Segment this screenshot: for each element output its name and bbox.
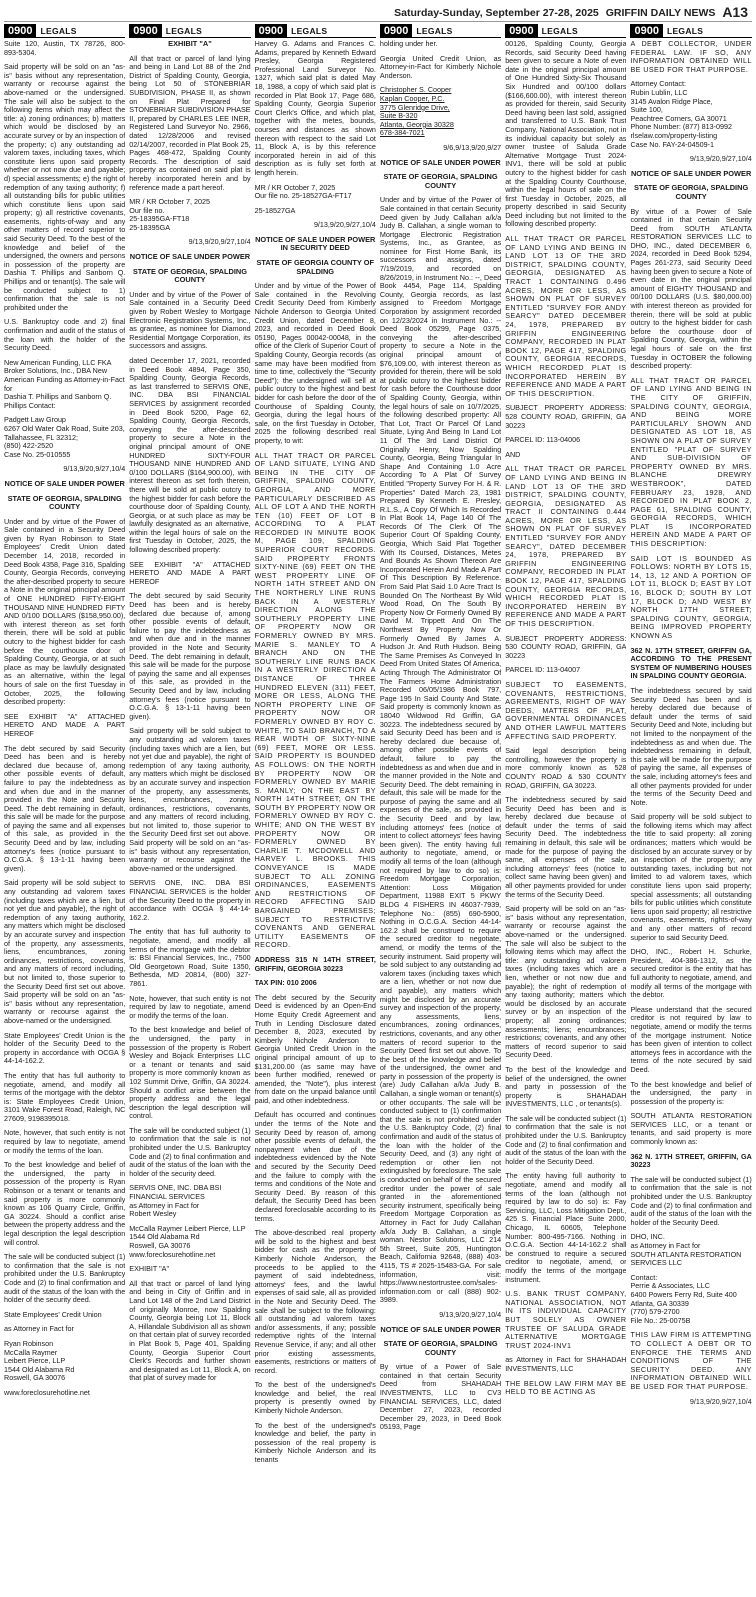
notice-paragraph: All that tract or parcel of land lying and being in Land Lot 88 of the 2nd District of Spalding County, Georgia, being Lot 50 of STONEBRIAR SUBDIVISION, PHASE II, as shown on Final Plat Prepared for STONEBRIAR SUBDIVISION PHASE II, prepared by CHARLES LEE INER, Registered Land Surveyor No. 2966, dated 12/28/2006 and revised 02/14/2007, recorded in Plat Book 25, Pages 468-472, Spalding County Records. The description of said property as contained on said plat is hereby incorporated herein and by reference made a part hereof. xyxy=(129,53,251,192)
notice-paragraph: U.S. Bankruptcy code and 2) final confirmation and audit of the status of the loan with the holder of the Security Deed. xyxy=(4,317,126,353)
notice-paragraph: Georgia United Credit Union, as Attorney-in-Fact for Kimberly Nichole Anderson. xyxy=(379,53,502,80)
notice-paragraph: as Attorney in Fact for SHAHADAH INVESTMENTS, LLC xyxy=(505,1355,627,1373)
publication-dates: 9/13,9/20,9/27,10/4 xyxy=(439,1309,502,1319)
section-number: 0900 xyxy=(4,24,36,37)
masthead xyxy=(0,4,756,20)
masthead-paper-name: GRIFFIN DAILY NEWS xyxy=(605,7,716,19)
notice-paragraph: Note, however, that such entity is not required by law to negotiate, amend or modify the terms of the loan. xyxy=(4,1128,126,1155)
contact-block: MR / KR October 7, 2025 Our file no. 25-18395GA-FT18 25-18395GA xyxy=(129,197,210,232)
notice-paragraph: 25-18527GA xyxy=(254,205,296,215)
notice-paragraph: Under and by virtue of the Power of Sale contained in that certain Security Deed given by Judy Callahan a/k/a Judy B. Callahan, a single woman to Mortgage Electronic Registration Systems, Inc., as Grantee, as nominee for First Home Bank, its successors and assigns, dated 7/19/2019, and recorded on 8/26/2019, in Instrument No.: --, Deed Book 4454, Page 114, Spalding County, Georgia records, as last assigned to Freedom Mortgage Corporation by assignment recorded on 12/23/2024 in Instrument No.: -- Deed Book 05299, Page 0375, conveying the after-described property to secure a Note in the original principal amount of $76,109.00, with interest thereon as provided for therein, there will be sold at public outcry to the highest bidder for cash before the Courthouse door of Spalding County, Georgia, within the legal hours of sale on 10/7/2025, the following described property: All That Lot, Tract Or Parcel Of Land Situate, Lying And Being In Land Lot 11 Of The 3rd Land District Of Originally Henry, Now Spalding County, Georgia, Being Triangular In Shape And Containing 1.0 Acre According To A Plat Of Survey Entitled "Property Survey For H. & R. Properties" Dated March 23, 1981 Prepared By Kenneth E. Presley, R.L.S., A Copy Of Which Is Recorded In Plat Book 14, Page 140 Of The Records Of The Clerk Of The Superior Court Of Spalding County, Georgia, Which Said Plat Together With Its Coursed, Distances, Metes And Bounds As Shown Thereon Are Incorporated Herein And Made A Part Of This Description By Reference. From Said Plat Said 1.0 Acre Tract Is Bounded On The Northeast By Wild Wood Road, On The South By Property Now Or Formerly Owned By David M. Trippett And On The Northwest By Property Now Or Formerly Owned By James A. Hudson Jr. And Ruth Hudson. Being The Same Premises As Conveyed In Deed From United States Of America, Acting Through The Administrator Of The Farmers Home Administration Recorded 06/05/1986 Book 797, Page 195 In Said County And State. Said property is commonly known as 18040 Wildwood Rd Griffin, GA 30223. The indebtedness secured by said Security Deed has been and is hereby declared due because of, among other possible events of default, failure to pay the indebtedness as and when due and in the manner provided in the Note and Security Deed. The debt remaining in default, this sale will be made for the purpose of paying the same and all expenses of the sale, as provided in the Security Deed and by law, including attorneys' fees (notice of intent to collect attorneys' fees having been given). The entity having full authority to negotiate, amend, or modify all terms of the loan (although not required by law to do so) is: Freedom Mortgage Corporation, Attention: Loss Mitigation Department, 11988 EXIT 5 PKWY BLDG 4 FISHERS IN 46037-7939, Telephone No.: (855) 690-5900, Nothing in O.C.G.A. Section 44-14-162.2 shall be construed to require the secured creditor to negotiate, amend, or modify the terms of the security instrument. Said property will be sold subject to any outstanding ad valorem taxes (including taxes which are a lien, whether or not now due and payable), any matters which might be disclosed by an accurate survey and inspection of the property, any assessments, liens, encumbrances, zoning ordinances, restrictions, covenants, and any other matters of record superior to the Security Deed first set out above. To the best of the knowledge and belief of the undersigned, the owner and party in possession of the property is (are) Judy Callahan a/k/a Judy B. Callahan, a single woman or tenant(s) or other occupants. The sale will be conducted subject to (1) confirmation that the sale is not prohibited under the U.S. Bankruptcy Code, (2) final confirmation and audit of the status of the loan with the holder of the Security Deed, and (3) any right of redemption or other lien not extinguished by foreclosure. The sale is conducted on behalf of the secured creditor under the power of sale granted in the aforementioned security instrument, specifically being Freedom Mortgage Corporation as Attorney in Fact for Judy Callahan a/k/a Judy B. Callahan, a single woman. Nestor Solutions, LLC 214 5th Street, Suite 205, Huntington Beach, California 92648, (888) 403-4115, TS # 2025-15483-GA. For sale information, visit: https://www.nestortrustee.com/sales-information.com or call (888) 902-3989. xyxy=(379,195,502,1305)
notice-paragraph: The indebtedness secured by said Security Deed has been and is hereby declared due because of default under the terms of said Security Deed and Note, including but not limited to the nonpayment of the indebtedness as and when due. The indebtedness remaining in default, this sale will be made for the purpose of paying the same, all expenses of the sale, including attorney's fees and all other payments provided for under the terms of the Security Deed and Note. xyxy=(630,685,752,807)
masthead-date: Saturday-Sunday, September 27-28, 2025 xyxy=(394,7,599,19)
notice-paragraph: SEE EXHIBIT "A" ATTACHED HERETO AND MADE A PART HEREOF xyxy=(129,559,251,586)
notice-paragraph: The debt secured by said Security Deed has been and is hereby declared due because of, among other possible events of default, failure to pay the indebtedness as and when due and in the manner provided in the Note and Security Deed. The debt remaining in default, this sale will be made for the purpose of paying the same and all expenses of this sale, as provided in the Security Deed and by law, including attorney's fees (notice pursuant to O.C.G.A. § 13-1-11 having been given). xyxy=(129,591,251,721)
notice-paragraph: To the best of the undersigned's knowledge and belief, the real property is presently owned by Kimberly Nichole Anderson. xyxy=(254,1380,376,1416)
notice-paragraph: A DEBT COLLECTOR, UNDER FEDERAL LAW. IF SO, ANY INFORMATION OBTAINED WILL BE USED FOR THAT PURPOSE. xyxy=(630,39,752,74)
section-header xyxy=(630,24,751,38)
notice-paragraph: Said property will be sold subject to the following items which may affect the title to said property: all zoning ordinances; matters which would be disclosed by an accurate survey or by an inspection of the property; any outstanding taxes, including but not limited to ad valorem taxes, which constitute liens upon said property; special assessments; all outstanding bills for public utilities which constitute liens upon said property; all restrictive covenants, easements, rights-of-way and any other matters of record superior to said Security Deed. xyxy=(630,812,752,942)
column-body xyxy=(380,40,501,1432)
notice-paragraph: PARCEL ID: 113-04007 xyxy=(505,665,581,675)
section-number: 0900 xyxy=(505,24,537,37)
notice-paragraph: dated December 17, 2021, recorded in Deed Book 4894, Page 350, Spalding County, Georgia Records, as last transferred to SERVIS ONE, INC. DBA BSI FINANCIAL SERVICES by assignment recorded in Deed Book 5200, Page 62, Spalding County, Georgia Records, conveying the after-described property to secure a Note in the original principal amount of ONE HUNDRED SIXTY-FOUR THOUSAND NINE HUNDRED AND 0/100 DOLLARS ($164,900.00), with interest thereon as set forth therein, there will be sold at public outcry to the highest bidder for cash before the courthouse door of Spalding County, Georgia, or at such place as may be lawfully designated as an alternative, within the legal hours of sale on the first Tuesday in October, 2025, the following described property: xyxy=(129,356,251,555)
notice-heading: NOTICE OF SALE UNDER POWER IN SECURITY DEED xyxy=(255,234,376,253)
notice-paragraph: DHO, INC., Robert H. Schurke, President, 404-386-1312, as the secured creditor is the entity that has full authority to negotiate, amend, and modify all terms of the mortgage with the debtor. xyxy=(630,947,752,1000)
contact-block: New American Funding, LLC FKA Broker Solutions, Inc., DBA New American Funding as Attorney-in-Fact for Dashia T. Phillips and Sanborn Q. Phillips Contact: xyxy=(4,357,125,410)
section-header xyxy=(255,24,376,38)
notice-paragraph: To the best of the knowledge and belief of the undersigned, the owner and party in possession of the property is SHAHADAH INVESTMENTS, LLC , or tenants(s). xyxy=(505,1064,627,1109)
notice-heading: STATE OF GEORGIA, SPALDING COUNTY xyxy=(383,172,498,190)
contact-block: Contact: Perrie & Associates, LLC 6400 Powers Ferry Rd, Suite 400 Atlanta, GA 30339 (770) 579-2700 File No.: 25-0075B xyxy=(630,1272,737,1325)
column-body xyxy=(505,40,626,1397)
section-label: LEGALS xyxy=(416,26,453,36)
notice-paragraph: SERVIS ONE, INC. DBA BSI FINANCIAL SERVICES is the holder of the Security Deed to the property in accordance with OCGA § 44-14-162.2. xyxy=(129,878,251,922)
section-label: LEGALS xyxy=(165,26,203,36)
property-address: TAX PIN: 010 2006 xyxy=(254,978,317,988)
notice-paragraph: SOUTH ATLANTA RESTORATION SERVICES LLC, or a tenant or tenants, and said property is more commonly known as: xyxy=(630,1111,752,1147)
publication-dates: 9/13,9/20,9/27,10/4 xyxy=(689,1396,752,1406)
section-header xyxy=(4,24,125,38)
notice-paragraph: holding under her. xyxy=(379,39,438,48)
notice-paragraph: ALL THAT TRACT OR PARCEL OF LAND LYING AND BEING IN LAND LOT 13 OF THE 3RD DISTRICT, SPALDING COUNTY, GEORGIA, DESIGNATED AS TRACT II CONTAINING 0.444 ACRES, MORE OR LESS, AS SHOWN ON PLAT OF SURVEY ENTITLED "SURVEY FOR ANDY SEARCY", DATED DECEMBER 24, 1978, PREPARED BY GRIFFIN ENGINEERING COMPANY, RECORDED IN PLAT BOOK 12, PAGE 417, SPALDING COUNTY, GEORGIA RECORDS, WHICH RECORDED PLAT IS INCORPORATED HEREIN BY REFERENCE AND MADE A PART OF THIS DESCRIPTION. xyxy=(505,464,627,628)
contact-block: McCalla Raymer Leibert Pierce, LLP 1544 Old Alabama Rd Roswell, GA 30076 www.foreclosurehotline.net xyxy=(129,1223,246,1259)
section-number: 0900 xyxy=(630,24,662,37)
notice-paragraph: The sale will be conducted subject (1) to confirmation that the sale is not prohibited under the U.S. Bankruptcy Code and (2) to final confirmation and audit of the status of the loan with the holder of the Security Deed. xyxy=(505,1113,627,1166)
publication-dates: 9/13,9/20,9/27,10/4 xyxy=(689,154,752,164)
notice-paragraph: By virtue of a Power of Sale contained in that certain Security Deed from SOUTH ATLANTA RESTORATION SERVICES LLC to DHO, INC., dated DECEMBER 6, 2024, recorded in Deed Book 5294, Pages 261-273, said Security Deed having been given to secure a Note of even date in the original principal amount of EIGHTY THOUSAND and 00/100 DOLLARS (U.S. $80,000.00) with interest thereon as provided for therein, there will be sold at public outcry to the highest bidder for cash before the courthouse door of Spalding County, Georgia, within the legal hours of sale on the first Tuesday in OCTOBER the following described property: xyxy=(630,206,752,371)
column-body xyxy=(255,40,376,1465)
publication-dates: 9/13,9/20,9/27,10/4 xyxy=(63,464,126,474)
section-label: LEGALS xyxy=(291,26,328,36)
property-address: 362 N. 17TH STREET, GRIFFIN, GA 30223 xyxy=(630,1151,752,1170)
section-header xyxy=(505,24,626,38)
notice-paragraph: To the best knowledge and belief of the undersigned, the party in possession of the property is Ryan Robinson or a tenant or tenants and said property is more commonly known as 106 Quarry Circle, Griffin, GA 30224. Should a conflict arise between the property address and the legal description the legal description will control. xyxy=(4,1160,126,1247)
notice-paragraph: ALL THAT TRACT OR PARCEL OF LAND LYING AND BEING IN THE CITY OF GRIFFIN, SPALDING COUNTY, GEORGIA, AND BEING MORE PARTICULARLY SHOWN AND DESIGNATED AS LOT 18, AS SHOWN ON A PLAT OF SURVEY ENTITLED "PLAT OF SURVEY AND SUB-DIVISION OF PROPERTY OWNED BY MRS. BLANCHE DREWRY WESTBROOK", DATED FEBRUARY 23, 1928, AND RECORDED IN PLAT BOOK 2, PAGE 61, SPALDING COUNTY, GEORGIA RECORDS, WHICH PLAT IS INCORPORATED HEREIN AND MADE A PART OF THIS DESCRIPTION: xyxy=(630,375,752,549)
notice-paragraph: The entity that has full authority to negotiate, amend, and modify all terms of the mortgage with the debtor is: State Employees Credit Union, 3101 Wake Forest Road, Raleigh, NC 27609, 9198395018. xyxy=(4,1070,126,1123)
notice-paragraph: Under and by virtue of the Power of Sale contained in a Security Deed given by Ryan Robinson to State Employees' Credit Union dated December 14, 2018, recorded in Deed Book 4358, Page 316, Spalding County, Georgia Records, conveying the after-described property to secure a Note in the original principal amount of ONE HUNDRED FIFTY-EIGHT THOUSAND NINE HUNDRED FIFTY AND 0/100 DOLLARS ($158,950.00), with interest thereon as set forth therein, there will be sold at public outcry to the highest bidder for cash before the courthouse door of Spalding County, Georgia, or at such place as may be lawfully designated as an alternative, within the legal hours of sale on the first Tuesday in October, 2025, the following described property: xyxy=(4,516,126,707)
notice-paragraph: The debt secured by said Security Deed has been and is hereby declared due because of, among other possible events of default, failure to pay the indebtedness as and when due and in the manner provided in the Note and Security Deed. The debt remaining in default, this sale will be made for the purpose of paying the same and all expenses of this sale, as provided in the Security Deed and by law, including attorney's fees (notice pursuant to O.C.G.A. § 13-1-11 having been given). xyxy=(4,743,126,873)
notice-heading: NOTICE OF SALE UNDER POWER xyxy=(380,157,501,167)
notice-paragraph: EXHIBIT "A" xyxy=(129,1264,170,1274)
notice-paragraph: To the best knowledge and belief of the undersigned, the party in possession of the property is: xyxy=(630,1079,752,1106)
legals-column xyxy=(4,24,125,1594)
notice-paragraph: THIS LAW FIRM IS ATTEMPTING TO COLLECT A DEBT OR TO ENFORCE THE TERMS AND CONDITIONS OF THE SECURITY DEED. ANY INFORMATION OBTAINED WILL BE USED FOR THAT PURPOSE. xyxy=(630,1330,752,1391)
notice-paragraph: The entity having full authority to negotiate, amend and modify all terms of the loan (although not required by law to do so) is: Fay Servicing, LLC, Loss Mitigation Dept., 425 S. Financial Place Suite 2000, Chicago, IL 60605, Telephone Number: 800-495-7166. Nothing in O.C.G.A. Section 44-14-162.2 shall be construed to require a secured creditor to negotiate, amend, or modify the terms of the mortgage instrument. xyxy=(505,1171,627,1284)
notice-paragraph: Under and by virtue of the Power of Sale contained in a Security Deed given by Robert Wesley to Mortgage Electronic Registration Systems, Inc., as grantee, as nominee for Diamond Residential Mortgage Corporation, its successors and assigns. xyxy=(129,289,251,351)
page-number: A13 xyxy=(722,4,748,20)
contact-block: Padgett Law Group 6267 Old Water Oak Road, Suite 203, Tallahassee, FL 32312; (850) 422-2520 Case No. 25-010555 xyxy=(4,415,125,459)
attorney-contact: Christopher S. Cooper Kaplan Cooper, P.C. 3775 Glenridge Drive, Suite B-320 Atlanta, Georgia 30328 678-384-7021 xyxy=(379,85,454,138)
notice-paragraph: PARCEL ID: 113-04006 xyxy=(505,435,581,445)
notice-paragraph: 00126, Spalding County, Georgia Records, said Security Deed having been given to secure a Note of even date in the original principal amount of One Hundred Sixty-Six Thousand Six Hundred and 00/100 dollars ($166,600.00), with interest thereon as provided for therein, said Security Deed having been last sold, assigned and transferred to U.S. Bank Trust Company, National Association, not in its individual capacity but solely as owner trustee of Saluda Grade Alternative Mortgage Trust 2024-INV1, there will be sold at public outcry to the highest bidder for cash at the Spalding County Courthouse, within the legal hours of sale on the first Tuesday in October, 2025, all property described in said Security Deed including but not limited to the following described property: xyxy=(505,39,627,229)
notice-paragraph: All that tract or parcel of land lying and being in City of Griffin and in Land Lot 148 of the 2nd Land District of originally Monroe, now Spalding County, Georgia being Lot 11, Block A, Hillandale Subdivision all as shown on that certain plat of survey recorded in Plat Book 5, Page 401, Spalding County, Georgia Superior Court Clerk's Records and further shown and designated as Lot 11, Block A, on that plat of survey made for xyxy=(129,1278,251,1383)
notice-paragraph: SUBJECT TO EASEMENTS, COVENANTS, RESTRICTIONS, AGREEMENTS, RIGHT OF WAY DEEDS, MATTERS OF PLAT, GOVERNMENTAL ORDINANCES AND OTHER LAWFUL MATTERS AFFECTING SAID PROPERTY. xyxy=(505,679,627,741)
property-address: ADDRESS 315 N 14TH STREET, GRIFFIN, GEORGIA 30223 xyxy=(254,954,376,973)
publication-dates: 9/13,9/20,9/27,10/4 xyxy=(313,220,376,230)
contact-block: SERVIS ONE, INC. DBA BSI FINANCIAL SERVICES as Attorney in Fact for Robert Wesley xyxy=(129,1183,222,1219)
notice-paragraph: The sale will be conducted subject (1) to confirmation that the sale is not prohibited under the U.S. Bankruptcy Code and (2) to final confirmation and audit of the status of the loan with the holder of the security deed. xyxy=(129,1125,251,1178)
publication-dates: 9/6,9/13,9/20,9/27 xyxy=(443,142,502,152)
notice-paragraph: THE BELOW LAW FIRM MAY BE HELD TO BE ACTING AS xyxy=(505,1378,627,1397)
contact-block: Ryan Robinson McCalla Raymer Leibert Pierce, LLP 1544 Old Alabama Rd Roswell, GA 30076 xyxy=(4,1338,75,1383)
notice-heading: NOTICE OF SALE UNDER POWER xyxy=(129,252,251,262)
notice-paragraph: SUBJECT PROPERTY ADDRESS: 528 COUNTY ROAD, GRIFFIN, GA 30223 xyxy=(505,403,627,430)
section-number: 0900 xyxy=(129,24,161,37)
notice-paragraph: SUBJECT PROPERTY ADDRESS: 530 COUNTY ROAD, GRIFFIN, GA 30223 xyxy=(505,633,627,660)
column-body xyxy=(4,40,125,1398)
notice-paragraph: Said legal description being controlling, however the property is more commonly known as 528 COUNTY ROAD & 530 COUNTY ROAD, GRIFFIN, GA 30223. xyxy=(505,746,627,790)
legals-columns xyxy=(4,24,752,1594)
property-address: 362 N. 17TH STREET, GRIFFIN GA, ACCORDING TO THE PRESENT SYSTEM OF NUMBERING HOUSES IN SPALDING COUNTY GEORGIA. xyxy=(630,645,752,681)
publication-dates: 9/13,9/20,9/27,10/4 xyxy=(188,237,251,247)
contact-block: MR / KR October 7, 2025 Our file no. 25-18527GA-FT17 xyxy=(254,182,352,201)
section-label: LEGALS xyxy=(40,26,77,36)
notice-heading: EXHIBIT "A" xyxy=(168,39,212,48)
notice-heading: NOTICE OF SALE UNDER POWER xyxy=(4,478,125,488)
notice-paragraph: State Employees' Credit Union is the holder of the Security Deed to the property in accordance with OCGA § 44-14-162.2. xyxy=(4,1030,126,1066)
notice-paragraph: SAID LOT IS BOUNDED AS FOLLOWS: NORTH BY LOTS 15, 14, 13, 12 AND A PORTION OF LOT 11, BLOCK D; EAST BY LOT 16, BLOCK D; SOUTH BY LOT 17, BLOCK D; AND WEST BY NORTH 17TH STREET; SPALDING COUNTY, GEORGIA, BEING IMPROVED PROPERTY KNOWN AS xyxy=(630,553,752,640)
notice-paragraph: By virtue of a Power of Sale contained in that certain Security Deed from SHAHADAH INVESTMENTS, LLC to CV3 FINANCIAL SERVICES, LLC, dated December 27, 2023, recorded December 29, 2023, in Deed Book 05193, Page xyxy=(379,1362,502,1432)
notice-paragraph: www.foreclosurehotline.net xyxy=(4,1387,90,1397)
notice-paragraph: Said property will be sold subject to any outstanding ad valorem taxes (including taxes which are a lien, but not yet due and payable), the right of redemption of any taxing authority, any matters which might be disclosed by an accurate survey and inspection of the property, any assessments, liens, encumbrances, zoning ordinances, restrictions, covenants, and any matters of record including, but not limited to, those superior to the Security Deed first set out above. Said property will be sold on an "as-is" basis without any representation, warranty or recourse against the above-named or the undersigned. xyxy=(129,726,251,873)
notice-heading: NOTICE OF SALE UNDER POWER xyxy=(380,1324,501,1334)
notice-paragraph: AND xyxy=(505,449,521,459)
legals-column xyxy=(129,24,250,1594)
legals-column xyxy=(505,24,626,1594)
notice-paragraph: Said property will be sold on an "as-is" basis without any representation, warranty or recourse against the above-named or the undersigned. The sale will also be subject to the following items which may affect the title: a) zoning ordinances; b) matters which would be disclosed by an accurate survey or by an inspection of the property; c) any outstanding ad valorem taxes, including taxes, which constitute liens upon said property whether or not now due and payable; d) special assessments; e) the right of redemption of any taxing authority; f) all outstanding bills for public utilities which constitute liens upon said property; g) all restrictive covenants, easements, rights-of-way and any other matters of record superior to said Security Deed. To the best of the knowledge and belief of the undersigned, the owners and persons in possession of the property are Dashia T. Phillips and Sanborn Q. Phillips and or tenant(s). The sale will be conducted subject to 1) confirmation that the sale is not prohibited under the xyxy=(4,62,126,312)
notice-paragraph: Harvey G. Adams and Frances C. Adams, prepared by Kenneth Edward Presley, Georgia Registered Professional Land Surveyor No. 1327, which said plat is dated May 18, 1988, a copy of which said plat is recorded in Plat Book 17, Page 686, Spalding County, Georgia Superior Court Clerk's Office, and which plat, together with the metes, bounds, courses and distances as shown thereon with respect to the said Lot 11, Block A, is by this reference incorporated herein in aid of this description as is fully set forth at length herein. xyxy=(254,39,376,177)
section-label: LEGALS xyxy=(666,26,704,36)
notice-paragraph: To the best of the undersigned's knowledge and belief, the party in possession of the real property is Kimberly Nichole Anderson and its tenants xyxy=(254,1420,376,1465)
column-body xyxy=(630,40,751,1406)
notice-paragraph: The debt secured by the Security Deed is evidenced by an Open-End Home Equity Credit Agreement and Truth in Lending Disclosure dated December 8, 2023, executed by Kimberly Nichole Anderson to Georgia United Credit Union in the original principal amount of up to $131,200.00 (as same may have been further modified, renewed or amended, the "Note"), plus interest from date on the unpaid balance until paid, and other indebtedness. xyxy=(254,992,376,1105)
legals-column xyxy=(630,24,751,1594)
notice-paragraph: The above-described real property will be sold to the highest and best bidder for cash as the property of Kimberly Nichole Anderson, the proceeds to be applied to the payment of said indebtedness, attorneys' fees, and the lawful expenses of said sale, all as provided in the Note and Security Deed. The sale shall be subject to the following: all outstanding ad valorem taxes and/or assessments, if any; possible redemptive rights of the Internal Revenue Service, if any; and all other prior existing assessments, easements, restrictions or matters of record. xyxy=(254,1228,376,1375)
legals-column xyxy=(255,24,376,1594)
notice-heading: STATE OF GEORGIA, SPALDING COUNTY xyxy=(7,493,122,512)
notice-paragraph: State Employees' Credit Union xyxy=(4,1309,102,1319)
contact-block: DHO, INC. as Attorney in Fact for SOUTH ATLANTA RESTORATION SERVICES LLC xyxy=(630,1232,742,1268)
notice-paragraph: Suite 120, Austin, TX 78726, 800-893-5304. xyxy=(4,39,126,57)
legals-column xyxy=(380,24,501,1594)
notice-paragraph: The indebtedness secured by said Security Deed has been and is hereby declared due because of default under the terms of said Security Deed. The indebtedness remaining in default, this sale will be made for the purpose of paying the same, all expenses of the sale, including attorneys' fees (notice to collect same having been given) and all other payments provided for under the terms of the Security Deed. xyxy=(505,795,627,899)
notice-paragraph: Note, however, that such entity is not required by law to negotiate, amend or modify the terms of the loan. xyxy=(129,993,251,1020)
notice-paragraph: ALL THAT TRACT OR PARCEL OF LAND LYING AND BEING IN LAND LOT 13 OF THE 3RD DISTRICT, SPALDING COUNTY, GEORGIA, DESIGNATED AS TRACT 1 CONTAINING 0.496 ACRES, MORE OR LESS, AS SHOWN ON PLAT OF SURVEY ENTITLED "SURVEY FOR ANDY SEARCY" DATED DECEMBER 24, 1978, PREPARED BY GRIFFIN ENGINEERING COMPANY, RECORDED IN PLAT BOOK 12, PAGE 417, SPALDING COUNTY, GEORGIA RECORDS, WHICH RECORDED PLAT IS INCORPORATED HEREIN BY REFERENCE AND MADE A PART OF THIS DESCRIPTION. xyxy=(505,234,627,398)
section-label: LEGALS xyxy=(541,26,578,36)
section-header xyxy=(129,24,250,38)
notice-heading: STATE OF GEORGIA COUNTY OF SPALDING xyxy=(256,258,375,276)
notice-heading: NOTICE OF SALE UNDER POWER xyxy=(630,168,752,178)
notice-paragraph: Under and by virtue of the Power of Sale contained in the Revolving Credit Security Deed from Kimberly Nichole Anderson to Georgia United Credit Union, dated December 8, 2023, and recorded in Deed Book 05190, Pages 00042-00048, in the office of the Clerk of Superior Court of Spalding County, Georgia records (as same may have been modified from time to time, collectively the "Security Deed"); the undersigned will sell at public outcry to the highest and best bidder for cash before the door of the Courthouse of Spalding County, Georgia, during the legal hours of sale, on the first Tuesday in October, 2025 the following described real property, to wit: xyxy=(254,281,376,445)
section-number: 0900 xyxy=(380,24,412,37)
notice-paragraph: Please understand that the secured creditor is not required by law to negotiate, amend or modify the terms of the mortgage instrument. Notice has been given of intention to collect attorneys fees in accordance with the terms of the note secured by said Deed. xyxy=(630,1004,752,1074)
section-header xyxy=(380,24,501,38)
contact-block: Attorney Contact: Rubin Lublin, LLC 3145 Avalon Ridge Place, Suite 100, Peachtree Corners, GA 30071 Phone Number: (877) 813-0992 rlselaw.com/property-listing Case No. FAY-24-04509-1 xyxy=(630,79,732,149)
notice-paragraph: SEE EXHIBIT "A" ATTACHED HERETO AND MADE A PART HEREOF xyxy=(4,711,126,738)
notice-heading: STATE OF GEORGIA, SPALDING COUNTY xyxy=(383,1339,498,1357)
notice-paragraph: The sale will be conducted subject (1) to confirmation that the sale is not prohibited under the U.S. Bankruptcy Code and (2) to final confirmation and audit of the status of the loan with the holder of the Security Deed. xyxy=(630,1174,752,1227)
section-number: 0900 xyxy=(255,24,287,37)
notice-paragraph: The entity that has full authority to negotiate, amend, and modify all terms of the mortgage with the debtor is: BSI Financial Services, Inc., 7500 Old Georgetown Road, Suite 1350, Bethesda, MD 20814, (800) 327-7861. xyxy=(129,927,251,988)
notice-paragraph: as Attorney in Fact for xyxy=(4,1324,74,1334)
notice-paragraph: To the best knowledge and belief of the undersigned, the party in possession of the property is Robert Wesley and Bojack Enterprises LLC or a tenant or tenants and said property is more commonly known as 102 Summit Drive, Griffin, GA 30224. Should a conflict arise between the property address and the legal description the legal description will control. xyxy=(129,1025,251,1121)
top-rule xyxy=(4,21,752,22)
notice-paragraph: Default has occurred and continues under the terms of the Note and Security Deed by reason of, among other possible events of default, the nonpayment when due of the indebtedness evidenced by the Note and secured by the Security Deed and the failure to comply with the terms and conditions of the Note and Security Deed. By reason of this default, the Security Deed has been declared foreclosable according to its terms. xyxy=(254,1110,376,1223)
notice-heading: STATE OF GEORGIA, SPALDING COUNTY xyxy=(634,183,749,201)
notice-paragraph: Said property will be sold subject to any outstanding ad valorem taxes (including taxes which are a lien, but not yet due and payable), the right of redemption of any taxing authority, any matters which might be disclosed by an accurate survey and inspection of the property, any assessments, liens, encumbrances, zoning ordinances, restrictions, covenants, and any matters of record including, but not limited to, those superior to the Security Deed first set out above. Said property will be sold on an "as-is" basis without any representation, warranty or recourse against the above-named or the undersigned. xyxy=(4,878,126,1025)
notice-heading: STATE OF GEORGIA, SPALDING COUNTY xyxy=(132,266,248,285)
notice-paragraph: U.S. BANK TRUST COMPANY, NATIONAL ASSOCIATION, NOT IN ITS INDIVIDUAL CAPACITY BUT SOLELY AS OWNER TRUSTEE OF SALUDA GRADE ALTERNATIVE MORTGAGE TRUST 2024-INV1 xyxy=(505,1289,627,1350)
notice-paragraph: ALL THAT TRACT OR PARCEL OF LAND SITUATE, LYING AND BEING IN THE CITY OF GRIFFIN, SPALDING COUNTY, GEORGIA, AND MORE PARTICULARLY DESCRIBED AS ALL OF LOT A AND THE NORTH TEN (10) FEET OF LOT B ACCORDING TO A PLAT RECORDED IN MINUTE BOOK M, PAGE 109, SPALDING SUPERIOR COURT RECORDS. SAID PROPERTY FRONTS SIXTY-NINE (69) FEET ON THE WEST PROPERTY LINE OF NORTH 14TH STREET AND ON THE NORTHERLY LINE RUNS BACK IN A WESTERLY DIRECTION ALONG THE SOUTHERLY PROPERTY LINE OF PROPERTY NOW OR FORMERLY OWNED BY MRS. MARIE S. MANLEY TO A BRANCH AND ON THE SOUTHERLY LINE RUNS BACK IN A WESTERLY DIRECTION A DISTANCE OF THREE HUNDRED ELEVEN (311) FEET, MORE OR LESS, ALONG THE NORTH PROPERTY LINE OF PROPERTY NOW OR FORMERLY OWNED BY ROY C. WHITE, TO SAID BRANCH, TO A REAR WIDTH OF SIXTY-NINE (69) FEET, MORE OR LESS. SAID PROPERTY IS BOUNDED AS FOLLOWS: ON THE NORTH BY PROPERTY NOW OR FORMERLY OWNED BY MARIE S. MANLY; ON THE EAST BY NORTH 14TH STREET; ON THE SOUTH BY PROPERTY NOW OR FORMERLY OWNED BY ROY C. WHITE; AND ON THE WEST BY PROPERTY NOW OR FORMERLY OWNED BY CHARLIE T. MCDOWELL AND HARVEY L. BROOKS. THIS CONVEYANCE IS MADE SUBJECT TO ALL ZONING ORDINANCES, EASEMENTS AND RESTRICTIONS OF RECORD AFFECTING SAID BARGAINED PREMISES; SUBJECT TO RESTRICTIVE COVENANTS AND GENERAL UTILITY EASEMENTS OF RECORD. xyxy=(254,450,376,950)
notice-paragraph: The sale will be conducted subject (1) to confirmation that the sale is not prohibited under the U.S. Bankruptcy Code and (2) to final confirmation and audit of the status of the loan with the holder of the security deed. xyxy=(4,1252,126,1305)
notice-paragraph: Said property will be sold on an "as-is" basis without any representation, warranty or recourse against the above-named or the undersigned. The sale will also be subject to the following items which may affect the title: any outstanding ad valorem taxes (including taxes which are a lien, whether or not now due and payable); the right of redemption of any taxing authority; matters which would be disclosed by an accurate survey or by an inspection of the property; all zoning ordinances; assessments; liens; encumbrances; restrictions; covenants, and any other matters of record superior to said Security Deed. xyxy=(505,904,627,1060)
column-body xyxy=(129,40,250,1383)
